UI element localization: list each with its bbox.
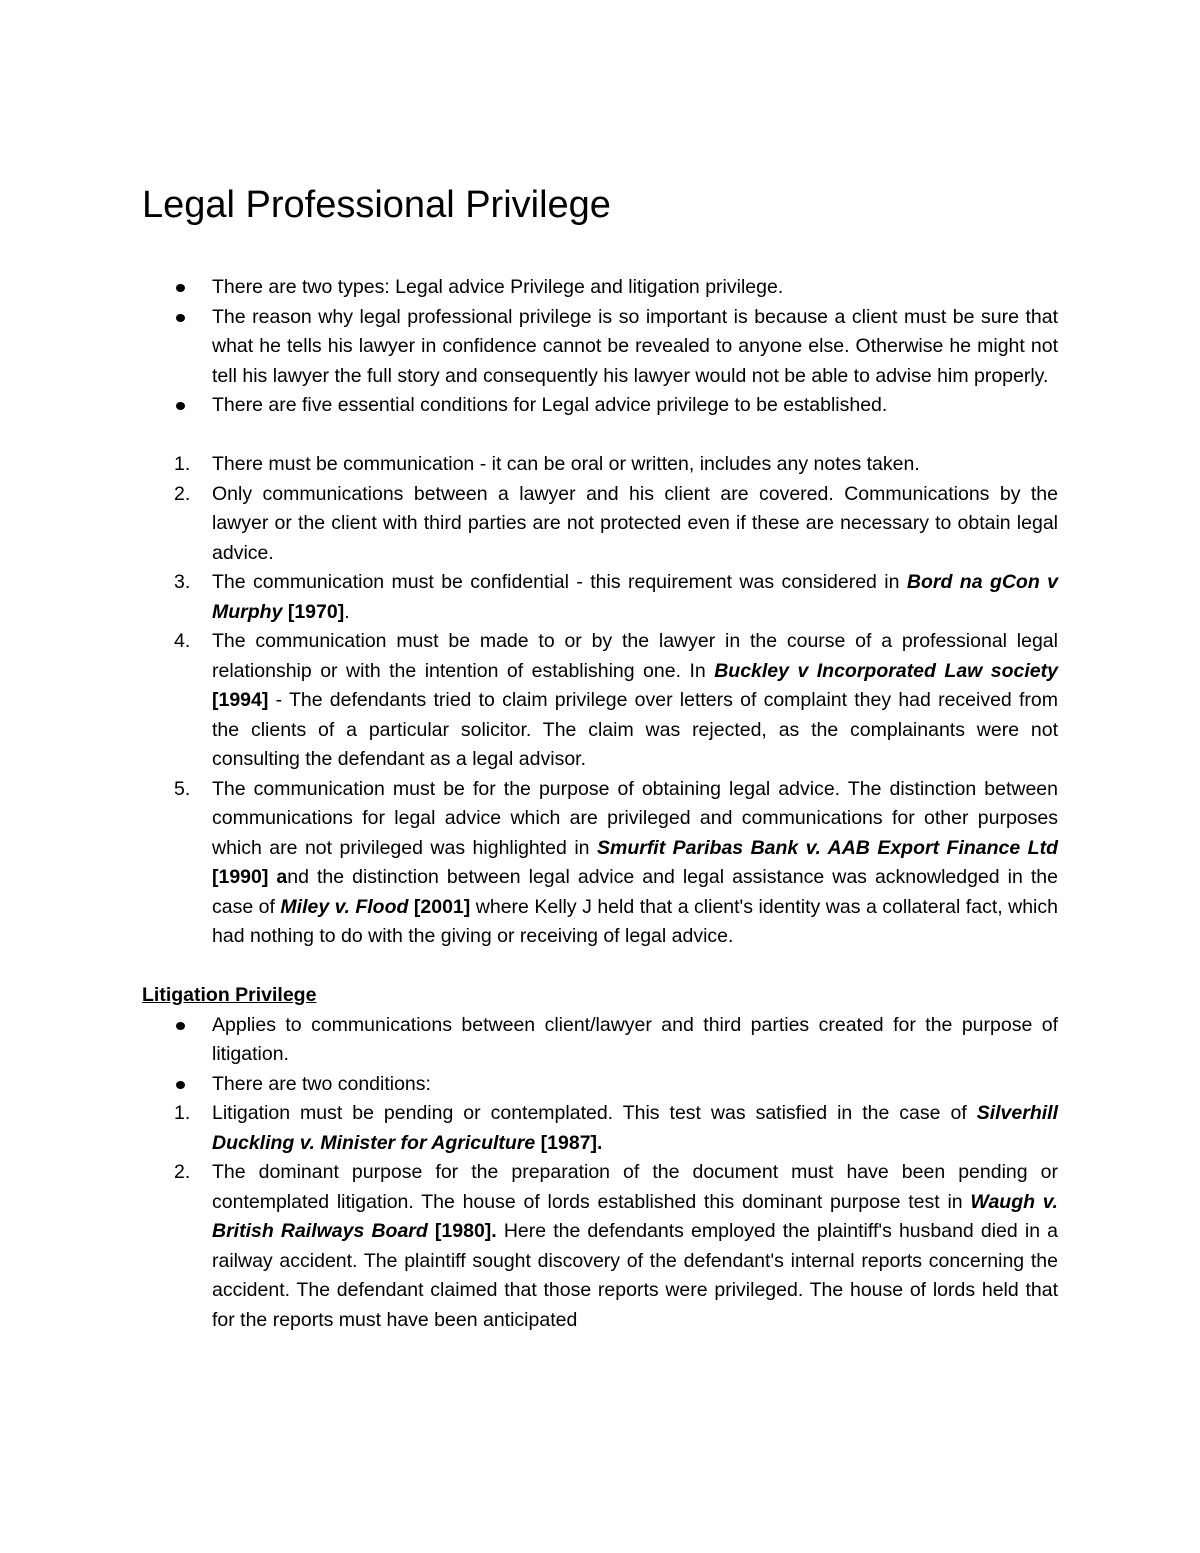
- case-citation: [1980].: [427, 1220, 497, 1242]
- numbered-item: [142, 1099, 1058, 1158]
- list-item: [142, 1070, 1058, 1100]
- page-title: Legal Professional Privilege: [142, 184, 611, 226]
- item-text: nd the distinction between legal advice and legal assistance was acknowledged in the case of: [212, 866, 1058, 918]
- item-number: 1.: [174, 453, 191, 475]
- bullet-text: There are two types: Legal advice Privilege and litigation privilege.: [212, 276, 784, 298]
- list-item: [142, 1011, 1058, 1070]
- case-name: Silverhill Duckling v. Minister for Agriculture: [212, 1102, 1058, 1154]
- section-heading: Litigation Privilege: [142, 984, 317, 1006]
- case-name: Buckley v Incorporated Law society: [714, 659, 1058, 682]
- numbered-item: [142, 450, 1058, 480]
- item-number: 3.: [174, 571, 191, 593]
- case-citation: [2001]: [408, 895, 471, 918]
- list-item: [142, 273, 1058, 303]
- case-citation: [1987].: [535, 1131, 603, 1154]
- numbered-item: [142, 627, 1058, 775]
- item-text: The dominant purpose for the preparation of the document must have been pending or contemplated litigation. The house of lords established this dominant purpose test in: [212, 1161, 1058, 1213]
- document-body: [142, 273, 1058, 1335]
- item-text: Only communications between a lawyer and his client are covered. Communications by the lawyer or the client with third parties are not protected even if these are necessary to obtain legal advice.: [212, 482, 1058, 564]
- list-item: [142, 391, 1058, 421]
- item-number: 2.: [174, 482, 191, 505]
- item-text: Litigation must be pending or contemplated. This test was satisfied in the case of: [212, 1102, 977, 1124]
- item-text: The communication must be confidential - this requirement was considered in: [212, 571, 907, 593]
- spacer: [142, 952, 1058, 982]
- item-text: The communication must be made to or by the lawyer in the course of a professional legal relationship or with the intention of establishing one. In: [212, 630, 1058, 682]
- item-number: 4.: [174, 630, 191, 652]
- numbered-item: [142, 1158, 1058, 1335]
- case-name: Waugh v. British Railways Board: [212, 1190, 1058, 1242]
- item-text: Here the defendants employed the plaintiff's husband died in a railway accident. The plaintiff sought discovery of the defendant's internal reports concerning the accident. The defendant claimed that those reports were privileged. The house of lords held that for the reports must have been anticipated: [212, 1220, 1058, 1331]
- item-text: where Kelly J held that a client's identity was a collateral fact, which had nothing to do with the giving or receiving of legal advice.: [212, 895, 1058, 947]
- case-citation: [1970]: [282, 600, 345, 623]
- bullet-text: There are two conditions:: [212, 1072, 431, 1095]
- numbered-item: [142, 568, 1058, 627]
- case-name: Smurfit Paribas Bank v. AAB Export Finance Ltd: [596, 836, 1058, 859]
- bullet-text: Applies to communications between client/lawyer and third parties created for the purpose of litigation.: [212, 1013, 1058, 1065]
- item-number: 2.: [174, 1161, 191, 1183]
- bullet-text: There are five essential conditions for Legal advice privilege to be established.: [212, 394, 888, 416]
- case-name: Miley v. Flood: [280, 895, 409, 918]
- item-text: There must be communication - it can be oral or written, includes any notes taken.: [212, 453, 920, 475]
- case-citation: [1990] a: [212, 866, 288, 888]
- item-number: 1.: [174, 1102, 191, 1124]
- numbered-item: [142, 480, 1058, 569]
- item-text: .: [344, 600, 350, 623]
- list-item: [142, 303, 1058, 392]
- case-name: Bord na gCon v Murphy: [212, 571, 1059, 623]
- bullet-text: The reason why legal professional privilege is so important is because a client must be sure that what he tells his lawyer in confidence cannot be revealed to anyone else. Otherwise he might not tell his lawyer the full story and consequently his lawyer would not be able to advise him properly.: [212, 305, 1058, 387]
- case-citation: [1994]: [212, 689, 269, 711]
- item-text: - The defendants tried to claim privilege over letters of complaint they had received from the clients of a particular solicitor. The claim was rejected, as the complainants were not consulting the defendant as a legal advisor.: [212, 689, 1058, 770]
- spacer: [142, 421, 1058, 451]
- item-number: 5.: [174, 777, 191, 800]
- item-text: The communication must be for the purpose of obtaining legal advice. The distinction between communications for legal advice which are privileged and communications for other purposes which are not privileged was highlighted in: [212, 777, 1058, 859]
- numbered-item: [142, 775, 1058, 952]
